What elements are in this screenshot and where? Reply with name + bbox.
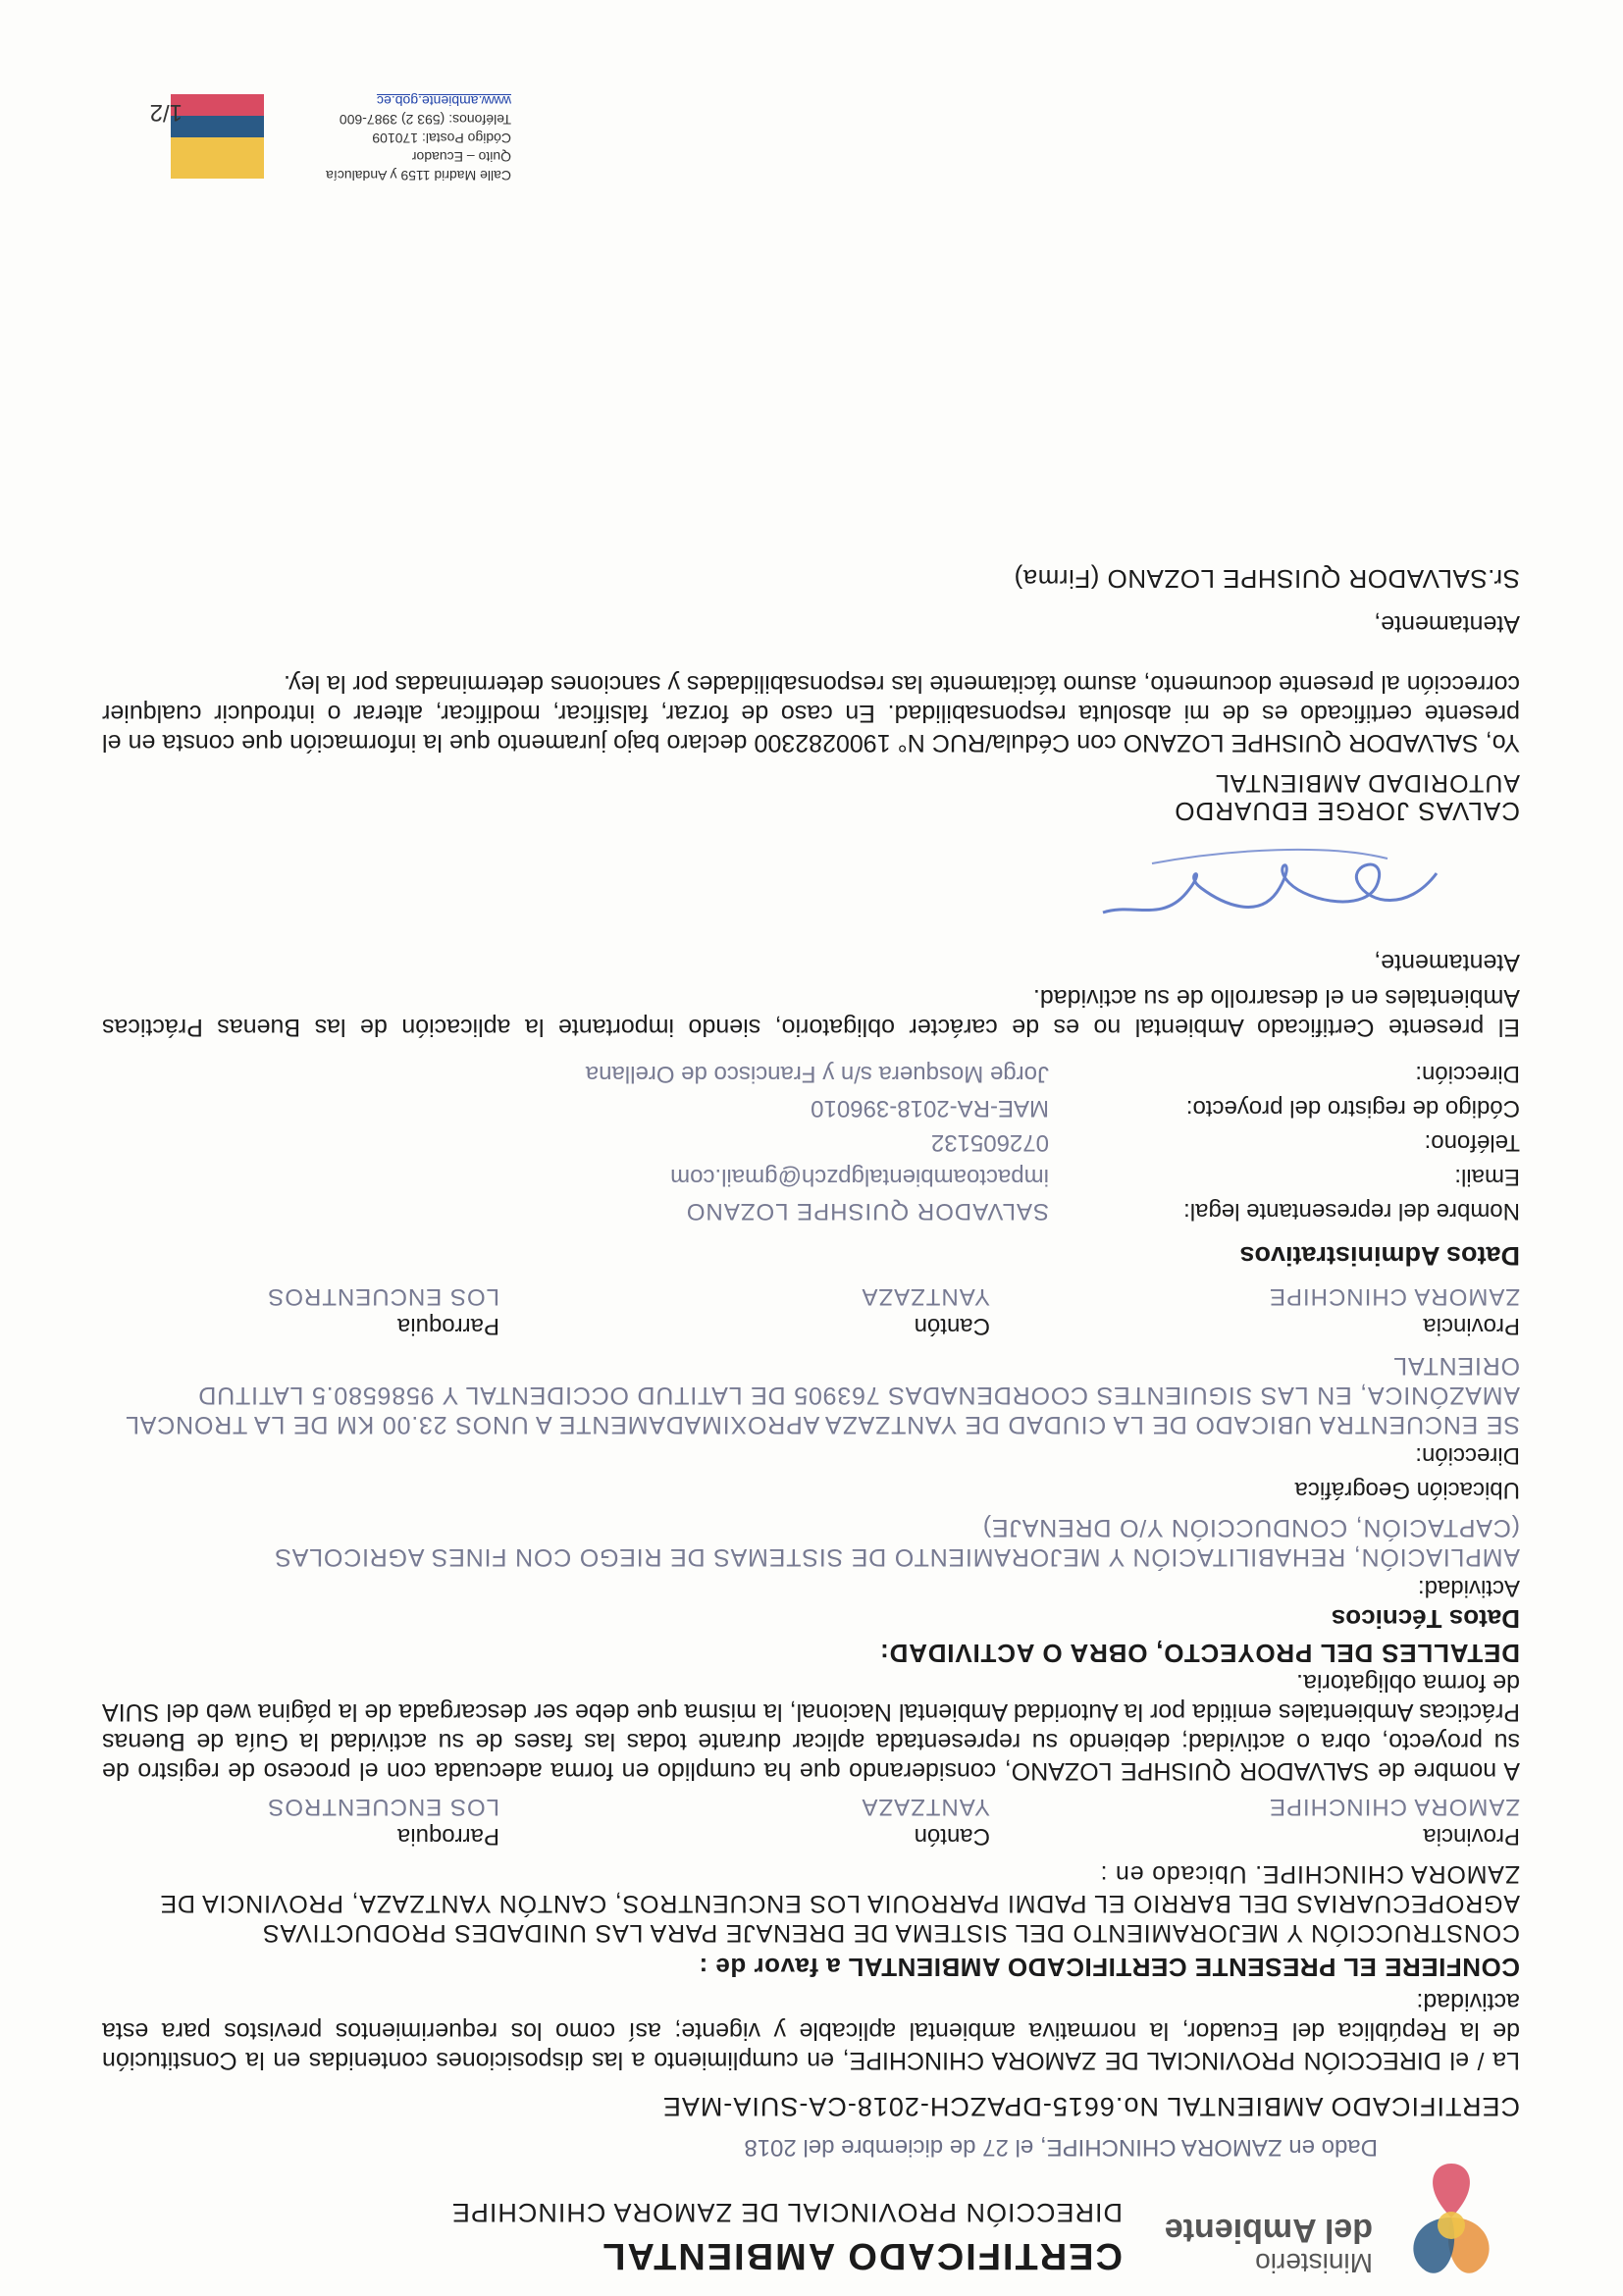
footer-street: Calle Madrid 1159 y Andalucía	[326, 168, 511, 183]
certificate-number: CERTIFICADO AMBIENTAL No.6615-DPAZCH-2018-CA-SUIA-MAE	[661, 2092, 1520, 2121]
closing-paragraph: El presente Certificado Ambiental no es de carácter obligatorio, siendo importante la aplicación de las Buenas Prácticas Ambientales en el desarrollo de su actividad.	[102, 984, 1520, 1041]
declaration-paragraph: Yo, SALVADOR QUISHPE LOZANO con Cédula/RUC N° 1900282300 declaro bajo juramento que la información que consta en el presente certificado es de mi absoluta responsabilidad. En caso de forzar, falsificar, modificar, alterar o introducir cualquier corrección al presente documento, asumo tácitamente las responsabilidades y sanciones determinadas por la ley.	[102, 670, 1520, 757]
footer-city: Quito – Ecuador	[411, 149, 511, 165]
code-label: Código de registro del proyecto:	[1185, 1095, 1520, 1122]
address-label: Dirección:	[1415, 1061, 1520, 1087]
value-parroquia-2: LOS ENCUENTROS	[267, 1283, 499, 1310]
admin-heading: Datos Administrativos	[1239, 1241, 1520, 1271]
declarant-signature: Sr.SALVADOR QUISHPE LOZANO (Firma)	[1014, 564, 1520, 594]
email-label: Email:	[1454, 1164, 1520, 1190]
direction-title: DIRECCIÓN PROVINCIAL DE ZAMORA CHINCHIPE	[450, 2198, 1123, 2227]
value-parroquia: LOS ENCUENTROS	[267, 1794, 499, 1820]
rep-value: SALVADOR QUISHPE LOZANO	[685, 1198, 1049, 1225]
signer-name: CALVAS JORGE EDUARDO	[1174, 797, 1520, 826]
value-provincia: ZAMORA CHINCHIPE	[1268, 1794, 1520, 1820]
logo-line-2: del Ambiente	[1164, 2212, 1373, 2249]
project-name: CONSTRUCCIÓN Y MEJORAMIENTO DEL SISTEMA DE DRENAJE PARA LAS UNIDADES PRODUCTIVAS AGROPECUARIAS DEL BARRIO EL PADMI PARROUIA LOS ENCUENTROS, CANTÓN YANTZAZA, PROVINCIA DE ZAMORA CHINCHIPE. Ubicado en :	[159, 1860, 1520, 1947]
signer-role: AUTORIDAD AMBIENTAL	[1214, 769, 1520, 797]
intro-paragraph: La / el DIRECCIÓN PROVINCIAL DE ZAMORA CHINCHIPE, en cumplimiento a las disposiciones contenidas en la Constitución de la República del Ecuador, la normativa ambiental aplicable y vigente; así como los requerimientos previstos para esta actividad:	[102, 1988, 1520, 2074]
flag-bars-icon	[171, 90, 264, 179]
closing-atentamente: Atentamente,	[1374, 949, 1520, 976]
header-provincia: Provincia	[1423, 1823, 1520, 1850]
email-value: impactoambientalgpzch@gmail.com	[670, 1164, 1049, 1190]
activity-label: Actividad:	[1417, 1575, 1520, 1601]
declaration-atentamente: Atentamente,	[1374, 610, 1520, 638]
ministry-logo-icon	[1392, 2159, 1510, 2286]
address-value: Jorge Mosquera s/n y Francisco de Orellana	[585, 1061, 1049, 1087]
value-canton: YANTZAZA	[861, 1794, 990, 1820]
activity-value: AMPLIACIÓN, REHABILITACIÓN Y MEJORAMIENTO DE SISTEMAS DE RIEGO CON FINES AGRICOLAS (CAPTACIÓN, CONDUCCIÓN Y/O DRENAJE)	[274, 1514, 1520, 1571]
issue-date: Dado en ZAMORA CHINCHIPE, el 27 de diciembre del 2018	[744, 2134, 1378, 2161]
phone-value: 072605132	[930, 1129, 1049, 1156]
code-value: MAE-RA-2018-396010	[811, 1095, 1049, 1122]
logo-line-1: Ministerio	[1255, 2248, 1373, 2278]
footer-web[interactable]: www.ambiente.gob.ec	[377, 93, 511, 109]
details-heading: DETALLES DEL PROYECTO, OBRA O ACTIVIDAD:	[879, 1639, 1520, 1668]
tech-heading: Datos Técnicos	[1331, 1604, 1520, 1634]
body-paragraph: A nombre de SALVADOR QUISHPE LOZANO, considerando que ha cumplido en forma adecuada con el proceso de registro de su proyecto, obra o actividad; debiendo su representada aplicar durante todas las fases de su actividad la Guía de Buenas Prácticas Ambientales emitida por la Autoridad Ambiental Nacional, la misma que debe ser descargada de la página web del SUIA de forma obligatoria.	[102, 1669, 1520, 1785]
header-provincia-2: Provincia	[1423, 1313, 1520, 1339]
header-parroquia: Parroquia	[396, 1823, 499, 1850]
confiere-heading: CONFIERE EL PRESENTE CERTIFICADO AMBIENTAL a favor de :	[699, 1953, 1520, 1982]
header-parroquia-2: Parroquia	[396, 1313, 499, 1339]
direccion-value: SE ENCUENTRA UBICADO DE LA CIUDAD DE YANTZAZA APROXIMADAMENTE A UNOS 23.00 KM DE LA TRONCAL AMAZÓNICA, EN LAS SIGUIENTES COORDENADAS 763905 DE LATITUD OCCIDENTAL Y 9586580.5 LATITUD ORIENTAL	[126, 1352, 1520, 1438]
page-title: CERTIFICADO AMBIENTAL	[601, 2235, 1123, 2276]
rep-label: Nombre del representante legal:	[1183, 1198, 1520, 1225]
header-canton: Cantón	[914, 1823, 990, 1850]
footer-address	[326, 91, 511, 184]
value-canton-2: YANTZAZA	[861, 1283, 990, 1310]
header-canton-2: Cantón	[914, 1313, 990, 1339]
footer-postal: Código Postal: 170109	[372, 130, 511, 146]
phone-label: Teléfono:	[1424, 1129, 1520, 1156]
authority-signature-icon	[1093, 834, 1446, 942]
direccion-label: Dirección:	[1415, 1442, 1520, 1469]
value-provincia-2: ZAMORA CHINCHIPE	[1268, 1283, 1520, 1310]
geo-label: Ubicación Geográfica	[1294, 1477, 1520, 1503]
ministry-logo-text	[1165, 2214, 1373, 2276]
page-number: 1/2	[149, 99, 183, 126]
footer-phone: Teléfonos: (593 2) 3987-600	[339, 112, 511, 128]
